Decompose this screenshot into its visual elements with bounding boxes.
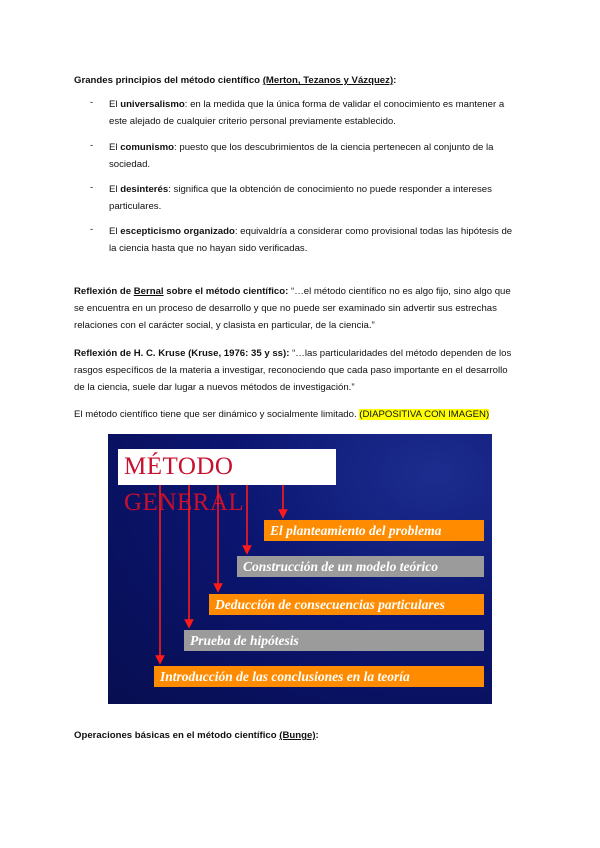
- method-slide-image: [108, 434, 492, 704]
- principles-heading: [74, 72, 396, 89]
- operations-heading: [74, 727, 319, 744]
- bernal-line: se encuentra en un proceso de desarrollo y que no puede ser examinado sin advertir sus estrechas: [74, 303, 497, 314]
- principle-item: [109, 96, 527, 130]
- operations-colon: :: [315, 730, 319, 741]
- kruse-line: rasgos específicos de la materia a investigar, reconociendo que cada paso importante en el desarrollo: [74, 365, 508, 376]
- flow-arrows: [108, 434, 492, 704]
- item-prefix: El: [109, 226, 121, 237]
- principle-line: sociedad.: [109, 159, 151, 170]
- bernal-name: Bernal: [133, 286, 164, 297]
- bernal-label: Reflexión de: [74, 286, 134, 297]
- bernal-line: “…el método científico no es algo fijo, sino algo que: [288, 286, 511, 297]
- item-prefix: El: [109, 142, 121, 153]
- principles-reference: (Merton, Tezanos y Vázquez): [262, 75, 394, 86]
- bernal-reflection: [74, 283, 528, 334]
- principles-colon: :: [393, 75, 397, 86]
- kruse-reflection: [74, 345, 528, 396]
- bullet-dash: -: [90, 140, 94, 151]
- step-bar: Deducción de consecuencias particulares: [209, 594, 484, 615]
- highlight-note: (DIAPOSITIVA CON IMAGEN): [359, 409, 490, 420]
- item-prefix: El: [109, 99, 121, 110]
- bernal-label: sobre el método científico:: [163, 286, 289, 297]
- step-bar: Prueba de hipótesis: [184, 630, 484, 651]
- principle-item: [109, 139, 527, 173]
- principle-line: particulares.: [109, 201, 162, 212]
- dynamic-sentence: [74, 406, 489, 423]
- item-prefix: El: [109, 184, 121, 195]
- principle-line: : en la medida que la única forma de validar el conocimiento es mantener a: [184, 99, 505, 110]
- step-bar: Introducción de las conclusiones en la teoría: [154, 666, 484, 687]
- kruse-line: de la ciencia, suele dar lugar a nuevos métodos de investigación.”: [74, 382, 355, 393]
- kruse-label: Reflexión de H. C. Kruse (Kruse, 1976: 35 y ss):: [74, 348, 290, 359]
- principle-line: la ciencia hasta que no hayan sido verificadas.: [109, 243, 308, 254]
- step-bar: Construcción de un modelo teórico: [237, 556, 484, 577]
- principle-line: : equivaldría a considerar como provisional todas las hipótesis de: [234, 226, 513, 237]
- slide-title: MÉTODO GENERAL: [118, 449, 336, 485]
- bullet-dash: -: [90, 182, 94, 193]
- bernal-line: relaciones con el carácter social, y clasista en particular, de la ciencia.”: [74, 320, 375, 331]
- principle-term: universalismo: [120, 99, 185, 110]
- principle-line: : significa que la obtención de conocimiento no puede responder a intereses: [168, 184, 492, 195]
- principle-line: este alejado de cualquier criterio personal previamente establecido.: [109, 116, 396, 127]
- bullet-dash: -: [90, 97, 94, 108]
- dynamic-text: El método científico tiene que ser dinámico y socialmente limitado.: [74, 409, 357, 420]
- bullet-dash: -: [90, 224, 94, 235]
- kruse-line: “…las particularidades del método dependen de los: [289, 348, 512, 359]
- principle-term: comunismo: [120, 142, 175, 153]
- principle-item: [109, 181, 527, 215]
- principle-item: [109, 223, 527, 257]
- principle-term: escepticismo organizado: [120, 226, 235, 237]
- principle-term: desinterés: [120, 184, 169, 195]
- operations-text: Operaciones básicas en el método científico: [74, 730, 277, 741]
- operations-reference: (Bunge): [279, 730, 316, 741]
- principle-line: : puesto que los descubrimientos de la ciencia pertenecen al conjunto de la: [174, 142, 494, 153]
- step-bar: El planteamiento del problema: [264, 520, 484, 541]
- principles-title: Grandes principios del método científico: [74, 75, 261, 86]
